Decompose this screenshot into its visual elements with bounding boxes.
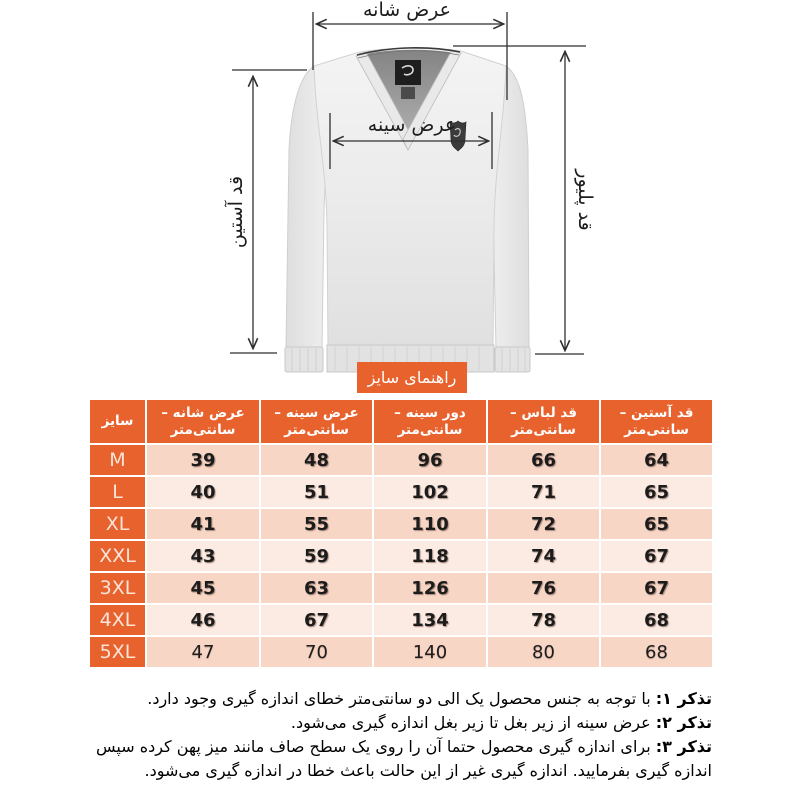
value-cell: 67 [600, 572, 713, 604]
value-cell: 72 [487, 508, 600, 540]
size-cell: 3XL [89, 572, 146, 604]
value-cell: 110 [373, 508, 487, 540]
value-cell: 48 [260, 444, 373, 476]
col-header-shoulder-width: عرض شانه – سانتی‌متر [146, 399, 260, 444]
size-cell: L [89, 476, 146, 508]
value-cell: 47 [146, 636, 260, 668]
header-row [89, 399, 713, 444]
value-cell: 63 [260, 572, 373, 604]
note-1: تذکر ۱: با توجه به جنس محصول یک الی دو سانتی‌متر خطای اندازه گیری وجود دارد. [147, 689, 712, 708]
value-cell: 126 [373, 572, 487, 604]
size-cell: XL [89, 508, 146, 540]
value-cell: 51 [260, 476, 373, 508]
value-cell: 70 [260, 636, 373, 668]
value-cell: 71 [487, 476, 600, 508]
value-cell: 134 [373, 604, 487, 636]
table-row [89, 444, 713, 476]
col-header-chest-circumference: دور سینه – سانتی‌متر [373, 399, 487, 444]
sweater-illustration [0, 0, 800, 378]
size-cell: 5XL [89, 636, 146, 668]
value-cell: 64 [600, 444, 713, 476]
note-2: تذکر ۲: عرض سینه از زیر بغل تا زیر بغل اندازه گیری می‌شود. [290, 713, 712, 732]
size-cell: 4XL [89, 604, 146, 636]
table-row [89, 572, 713, 604]
note-3: تذکر ۳: برای اندازه گیری محصول حتما آن را روی یک سطح صاف مانند میز پهن کرده سپس اندازه گیری بفرمایید. اندازه گیری غیر از این حالت باعث خطا در اندازه گیری می‌شود. [96, 737, 712, 780]
size-table-body [89, 444, 713, 668]
sweater-measurement-diagram [0, 0, 800, 378]
chest-width-label: عرض سینه [367, 114, 457, 136]
size-table [88, 398, 714, 669]
table-row [89, 604, 713, 636]
col-header-chest-width: عرض سینه – سانتی‌متر [260, 399, 373, 444]
value-cell: 46 [146, 604, 260, 636]
value-cell: 80 [487, 636, 600, 668]
value-cell: 66 [487, 444, 600, 476]
value-cell: 68 [600, 636, 713, 668]
value-cell: 67 [600, 540, 713, 572]
value-cell: 74 [487, 540, 600, 572]
table-row [89, 508, 713, 540]
value-cell: 67 [260, 604, 373, 636]
col-header-size: سایز [89, 399, 146, 444]
value-cell: 65 [600, 508, 713, 540]
table-row [89, 540, 713, 572]
value-cell: 102 [373, 476, 487, 508]
shoulder-width-label: عرض شانه [362, 0, 451, 21]
value-cell: 78 [487, 604, 600, 636]
col-header-sleeve-length: قد آستین – سانتی‌متر [600, 399, 713, 444]
value-cell: 118 [373, 540, 487, 572]
size-guide-title: راهنمای سایز [357, 362, 467, 393]
sleeve-length-label: قد آستین [225, 175, 247, 249]
size-cell: XXL [89, 540, 146, 572]
value-cell: 76 [487, 572, 600, 604]
value-cell: 40 [146, 476, 260, 508]
value-cell: 55 [260, 508, 373, 540]
value-cell: 96 [373, 444, 487, 476]
value-cell: 43 [146, 540, 260, 572]
value-cell: 45 [146, 572, 260, 604]
table-row [89, 636, 713, 668]
size-cell: M [89, 444, 146, 476]
value-cell: 59 [260, 540, 373, 572]
table-row [89, 476, 713, 508]
value-cell: 41 [146, 508, 260, 540]
value-cell: 140 [373, 636, 487, 668]
value-cell: 68 [600, 604, 713, 636]
pullover-length-label: قد پلیور [574, 169, 596, 231]
col-header-garment-length: قد لباس – سانتی‌متر [487, 399, 600, 444]
value-cell: 65 [600, 476, 713, 508]
value-cell: 39 [146, 444, 260, 476]
measurement-notes [82, 687, 712, 783]
